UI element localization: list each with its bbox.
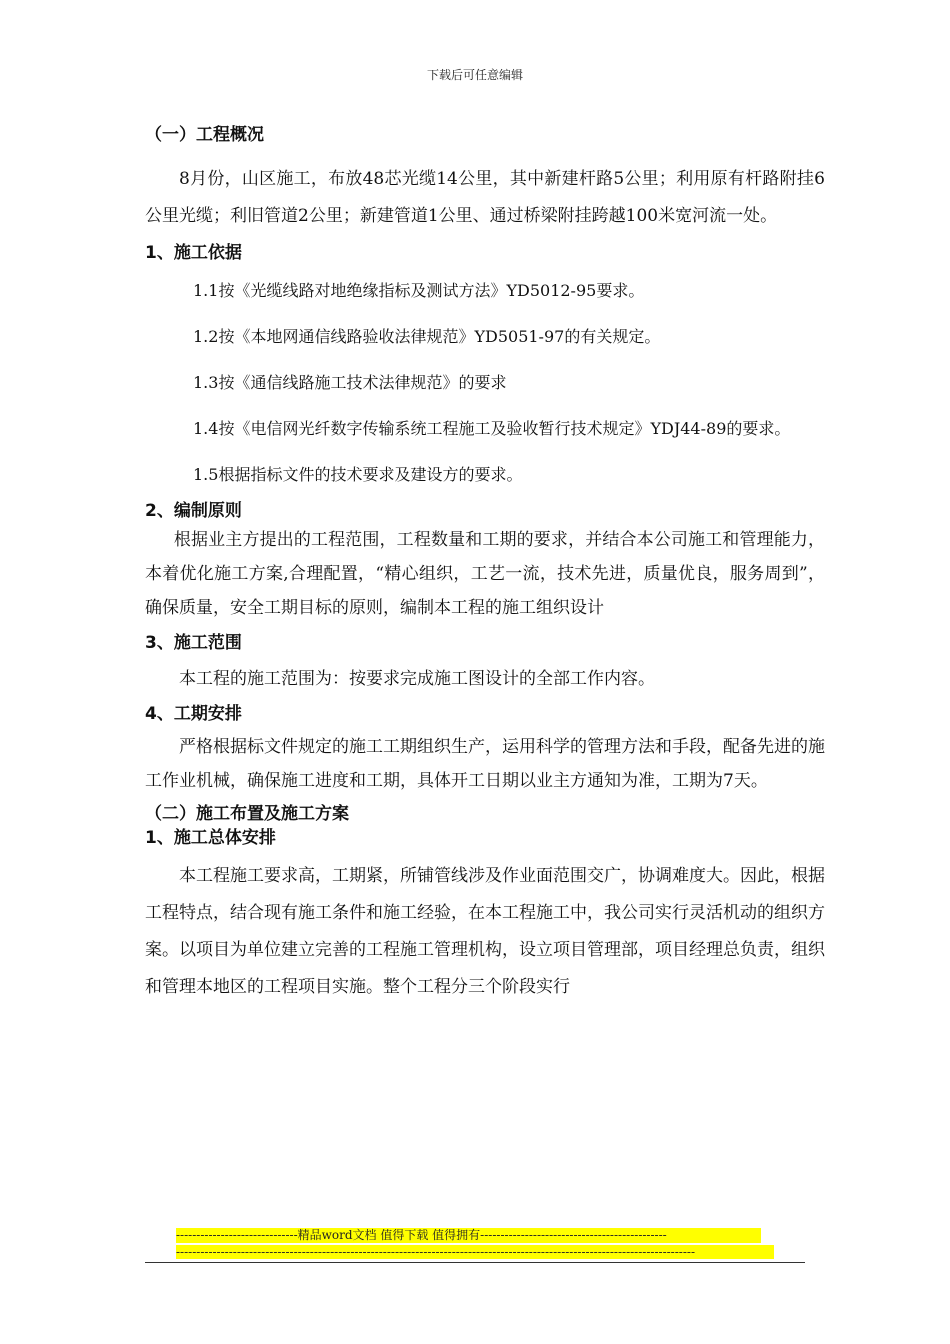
heading-schedule: 4、工期安排 [145,704,242,724]
schedule-paragraph: 严格根据标文件规定的施工工期组织生产，运用科学的管理方法和手段，配备先进的施工作业机械，确保施工进度和工期，具体开工日期以业主方通知为准，工期为7天。 [145,737,825,791]
document-body [145,123,825,1006]
footer-banner: ------------------------------精品word文档 值得下载 值得拥有---------------------------------------------- [176,1228,761,1243]
basis-item-5: 1.5根据指标文件的技术要求及建设方的要求。 [193,465,523,484]
page-header: 下载后可任意编辑 [426,68,523,82]
section-title-layout: （二）施工布置及施工方案 [145,804,349,824]
heading-scope: 3、施工范围 [145,633,242,653]
footer-dashes: -------------------------------------------------------------------------------------------------------------------------------- [176,1245,774,1259]
basis-item-1: 1.1按《光缆线路对地绝缘指标及测试方法》YD5012-95要求。 [193,281,645,300]
principle-paragraph: 根据业主方提出的工程范围，工程数量和工期的要求，并结合本公司施工和管理能力，本着优化施工方案,合理配置，“精心组织，工艺一流，技术先进，质量优良，服务周到”，确保质量，安全工期目标的原则，编制本工程的施工组织设计 [145,530,825,618]
scope-paragraph: 本工程的施工范围为：按要求完成施工图设计的全部工作内容。 [179,669,655,689]
heading-principle: 2、编制原则 [145,501,242,521]
section-title-overview: （一）工程概况 [145,125,264,145]
basis-item-4: 1.4按《电信网光纤数字传输系统工程施工及验收暂行技术规定》YDJ44-89的要求。 [193,419,791,438]
basis-item-3: 1.3按《通信线路施工技术法律规范》的要求 [193,373,507,392]
heading-basis: 1、施工依据 [145,243,242,263]
heading-overall: 1、施工总体安排 [145,828,276,848]
overview-paragraph: 8月份，山区施工，布放48芯光缆14公里，其中新建杆路5公里；利用原有杆路附挂6公里光缆；利旧管道2公里；新建管道1公里、通过桥梁附挂跨越100米宽河流一处。 [145,169,825,226]
footer-divider [145,1262,805,1263]
overall-paragraph: 本工程施工要求高，工期紧，所铺管线涉及作业面范围交广，协调难度大。因此，根据工程特点，结合现有施工条件和施工经验，在本工程施工中，我公司实行灵活机动的组织方案。以项目为单位建立完善的工程施工管理机构，设立项目管理部，项目经理总负责，组织和管理本地区的工程项目实施。整个工程分三个阶段实行 [145,866,825,997]
basis-item-2: 1.2按《本地网通信线路验收法律规范》YD5051-97的有关规定。 [193,327,661,346]
